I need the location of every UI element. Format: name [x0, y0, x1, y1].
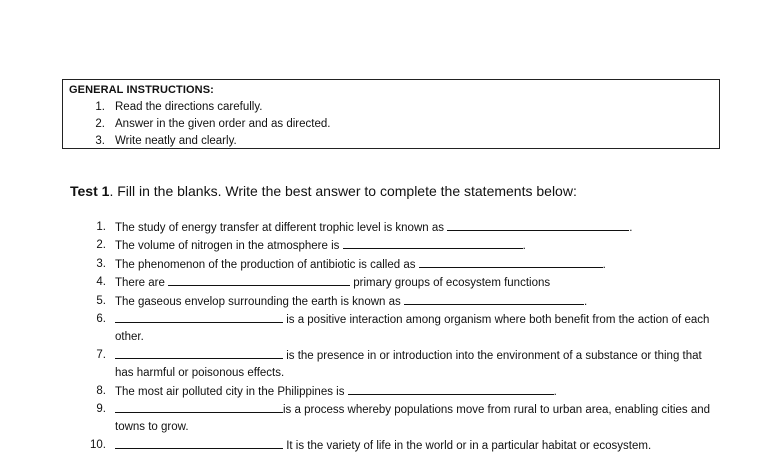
question-text-before: The gaseous envelop surrounding the earth is known as [115, 295, 404, 308]
question-number: 4. [96, 276, 106, 289]
answer-blank[interactable] [343, 237, 523, 249]
question-text [115, 274, 720, 292]
question-number: 9. [96, 403, 106, 416]
question-text-before: The most air polluted city in the Philippines is [115, 385, 348, 398]
question-text-before: The study of energy transfer at different trophic level is known as [115, 222, 448, 234]
general-instructions-list [69, 99, 713, 150]
question-item [70, 383, 720, 401]
question-text-after: . [602, 258, 606, 271]
question-number: 8. [96, 384, 106, 397]
question-text [115, 219, 720, 237]
question-number: 1. [96, 221, 106, 233]
question-text-before: The volume of nitrogen in the atmosphere is [115, 240, 343, 253]
instruction-item [69, 116, 713, 133]
general-instructions-title: GENERAL INSTRUCTIONS: [69, 84, 214, 96]
question-item [70, 347, 720, 383]
question-text [115, 293, 720, 311]
question-text-after: . [583, 295, 588, 308]
question-text-after: is the presence in or introduction into the environment of a substance or thing that has harmful or poisonous effects. [115, 349, 702, 380]
question-text-after: . [629, 222, 633, 234]
question-text-after: . [553, 385, 557, 398]
question-number: 2. [96, 239, 106, 252]
instruction-text: Answer in the given order and as directed. [115, 118, 331, 130]
instruction-number: 1. [95, 101, 105, 113]
question-item [70, 311, 720, 347]
instruction-item [69, 99, 713, 116]
question-text [115, 437, 720, 455]
question-item [70, 401, 720, 437]
question-text-after: primary groups of ecosystem functions [350, 277, 551, 290]
question-text-after: is a positive interaction among organism where both benefit from the action of each other. [115, 314, 710, 344]
instruction-text: Read the directions carefully. [115, 101, 263, 113]
answer-blank[interactable] [115, 311, 283, 323]
question-text [115, 237, 720, 255]
question-item [70, 237, 720, 255]
answer-blank[interactable] [115, 401, 283, 413]
question-text-before: There are [115, 277, 169, 290]
question-text [115, 347, 720, 383]
test-1-label: Test 1 [70, 183, 110, 199]
answer-blank[interactable] [168, 274, 350, 286]
question-text-after: is a process whereby populations move from rural to urban area, enabling cities and towns to grow. [115, 404, 711, 434]
answer-blank[interactable] [404, 293, 584, 305]
question-number: 5. [96, 294, 106, 307]
test-1-heading [70, 181, 577, 201]
question-text [115, 311, 720, 347]
instruction-number: 3. [95, 135, 105, 147]
answer-blank[interactable] [115, 437, 283, 449]
general-instructions-box [62, 79, 720, 149]
question-item [70, 219, 720, 237]
instruction-number: 2. [95, 118, 105, 130]
question-number: 6. [96, 313, 106, 326]
question-text-before: The phenomenon of the production of antibiotic is called as [115, 258, 419, 271]
answer-blank[interactable] [419, 256, 603, 268]
question-item [70, 437, 720, 455]
instruction-item [69, 133, 713, 150]
test-1-instruction: . Fill in the blanks. Write the best answer to complete the statements below: [109, 183, 577, 199]
question-text [115, 383, 720, 401]
question-number: 10. [90, 438, 106, 451]
question-item [70, 256, 720, 274]
question-list [70, 219, 720, 455]
answer-blank[interactable] [447, 219, 629, 231]
answer-blank[interactable] [348, 383, 554, 395]
instruction-text: Write neatly and clearly. [115, 135, 237, 147]
question-text-after: It is the variety of life in the world or in a particular habitat or ecosystem. [283, 439, 652, 452]
question-number: 3. [96, 257, 106, 270]
question-text-after: . [522, 240, 526, 253]
question-item [70, 274, 720, 292]
question-text [115, 401, 720, 437]
question-item [70, 293, 720, 311]
question-number: 7. [96, 348, 106, 361]
answer-blank[interactable] [115, 347, 283, 359]
question-text [115, 256, 720, 274]
